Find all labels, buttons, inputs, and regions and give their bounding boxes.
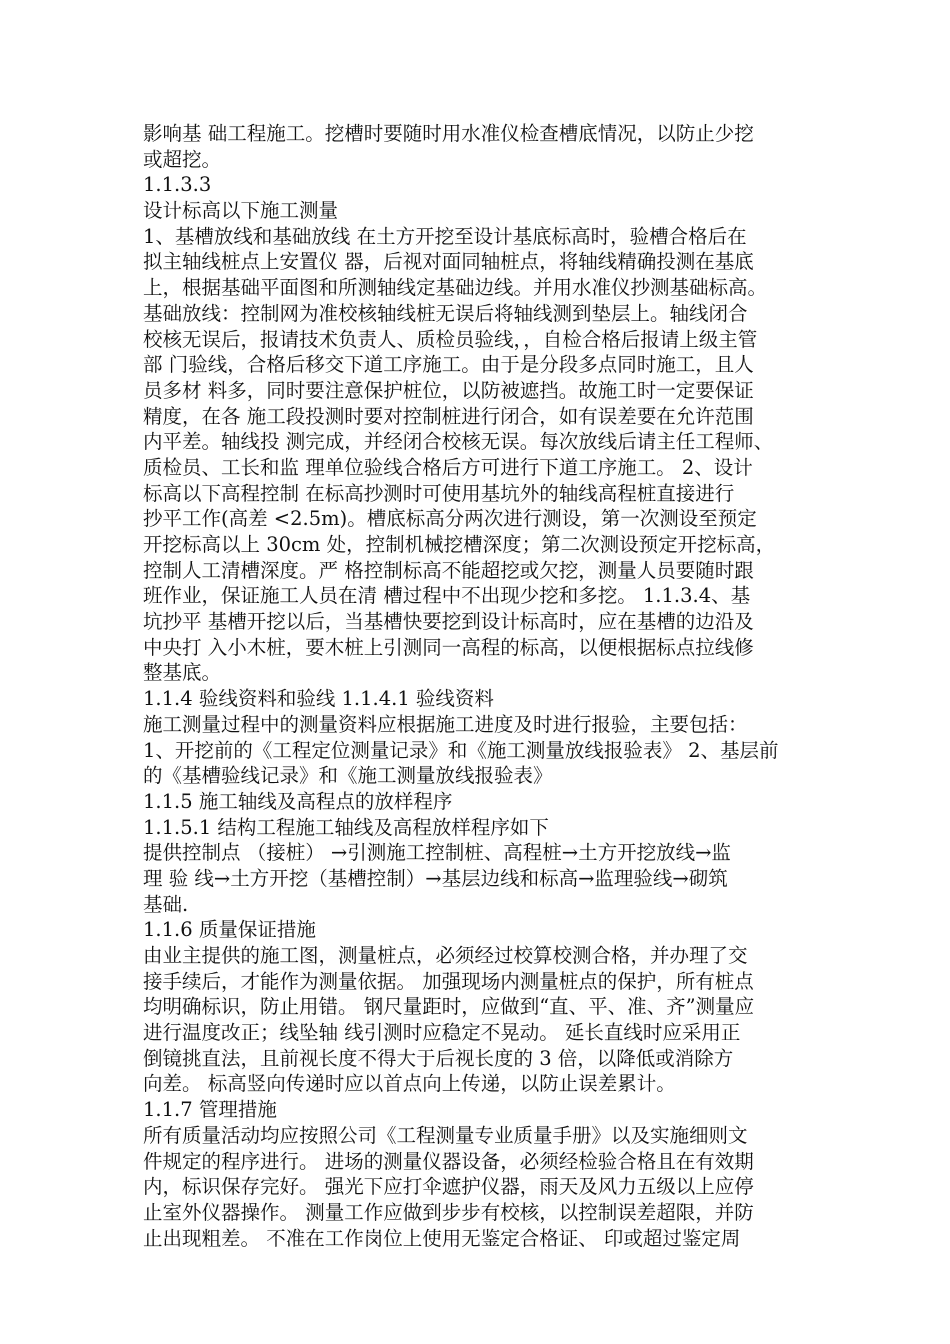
text-line: 基础放线：控制网为准校核轴线桩无误后将轴线测到垫层上。轴线闭合 (143, 301, 748, 325)
text-line: 止室外仪器操作。 测量工作应做到步步有校核，以控制误差超限，并防 (143, 1200, 754, 1224)
text-line: 校核无误后，报请技术负责人、质检员验线，，自检合格后报请上级主管 (143, 327, 758, 351)
text-line: 班作业，保证施工人员在清 槽过程中不出现少挖和多挖。 1.1.3.4、基 (143, 584, 751, 608)
text-line: 上，根据基础平面图和所测轴线定基础边线。并用水准仪抄测基础标高。 (143, 276, 768, 300)
text-line: 接手续后，才能作为测量依据。 加强现场内测量桩点的保护，所有桩点 (143, 969, 754, 993)
text-line: 坑抄平 基槽开挖以后，当基槽快要挖到设计标高时，应在基槽的边沿及 (143, 610, 754, 634)
text-line: 中央打 入小木桩，要木桩上引测同一高程的标高，以便根据标点拉线修 (143, 635, 754, 659)
text-line: 理 验 线→土方开挖（基槽控制）→基层边线和标高→监理验线→砌筑 (143, 866, 728, 890)
text-line: 拟主轴线桩点上安置仪 器，后视对面同轴桩点，将轴线精确投测在基底 (143, 250, 754, 274)
text-line: 由业主提供的施工图，测量桩点，必须经过校算校测合格，并办理了交 (143, 944, 748, 967)
text-line: 1.1.5.1 结构工程施工轴线及高程放样程序如下 (143, 815, 549, 839)
text-line: 1、开挖前的《工程定位测量记录》和《施工测量放线报验表》 2、基层前 (143, 738, 779, 762)
text-line: 内平差。轴线投 测完成，并经闭合校核无误。每次放线后请主任工程师、 (143, 430, 774, 454)
text-line: 1.1.6 质量保证措施 (143, 918, 316, 942)
text-line: 整基底。 (143, 661, 222, 685)
text-line: 基础. (143, 892, 189, 916)
text-line: 提供控制点 （接桩） →引测施工控制桩、高程桩→土方开挖放线→监 (143, 841, 731, 865)
text-line: 1.1.5 施工轴线及高程点的放样程序 (143, 789, 453, 813)
text-line: 1、基槽放线和基础放线 在土方开挖至设计基底标高时，验槽合格后在 (143, 224, 747, 248)
text-line: 件规定的程序进行。 进场的测量仪器设备，必须经检验合格且在有效期 (143, 1149, 754, 1173)
text-line: 止出现粗差。 不准在工作岗位上使用无鉴定合格证、 印或超过鉴定周 (143, 1226, 741, 1250)
text-line: 的《基槽验线记录》和《施工测量放线报验表》 (143, 764, 553, 788)
text-line: 1.1.4 验线资料和验线 1.1.4.1 验线资料 (143, 687, 494, 711)
text-line: 内，标识保存完好。 强光下应打伞遮护仪器，雨天及风力五级以上应停 (143, 1175, 754, 1199)
document-body (143, 121, 815, 1251)
text-line: 施工测量过程中的测量资料应根据施工进度及时进行报验，主要包括： (143, 712, 748, 736)
text-line: 1.1.3.3 (143, 173, 212, 197)
text-line: 精度，在各 施工段投测时要对控制桩进行闭合，如有误差要在允许范围 (143, 404, 754, 428)
text-line: 抄平工作(高差 <2.5m)。槽底标高分两次进行测设，第一次测设至预定 (143, 507, 757, 531)
text-line: 倒镜挑直法，且前视长度不得大于后视长度的 3 倍，以降低或消除方 (143, 1046, 734, 1070)
text-line: 设计标高以下施工测量 (143, 199, 339, 223)
text-line: 员多材 料多，同时要注意保护桩位，以防被遮挡。故施工时一定要保证 (143, 378, 754, 402)
text-line: 进行温度改正；线坠轴 线引测时应稳定不晃动。 延长直线时应采用正 (143, 1021, 741, 1045)
text-line: 部 门验线，合格后移交下道工序施工。由于是分段多点同时施工，且人 (143, 353, 754, 377)
text-line: 影响基 础工程施工。挖槽时要随时用水准仪检查槽底情况，以防止少挖 (143, 122, 754, 145)
text-line: 向差。 标高竖向传递时应以首点向上传递，以防止误差累计。 (143, 1072, 676, 1096)
text-line: 标高以下高程控制 在标高抄测时可使用基坑外的轴线高程桩直接进行 (143, 481, 735, 505)
text-line: 控制人工清槽深度。严 格控制标高不能超挖或欠挖，测量人员要随时跟 (143, 558, 754, 582)
text-line: 或超挖。 (143, 147, 222, 171)
text-line: 均明确标识，防止用错。 钢尺量距时，应做到“直、平、准、齐”测量应 (143, 995, 755, 1019)
text-line: 所有质量活动均应按照公司《工程测量专业质量手册》以及实施细则文 (143, 1123, 748, 1147)
text-line: 开挖标高以上 30cm 处，控制机械挖槽深度；第二次测设预定开挖标高， (143, 533, 776, 556)
text-line: 1.1.7 管理措施 (143, 1098, 277, 1122)
text-line: 质检员、工长和监 理单位验线合格后方可进行下道工序施工。 2、设计 (143, 455, 753, 479)
